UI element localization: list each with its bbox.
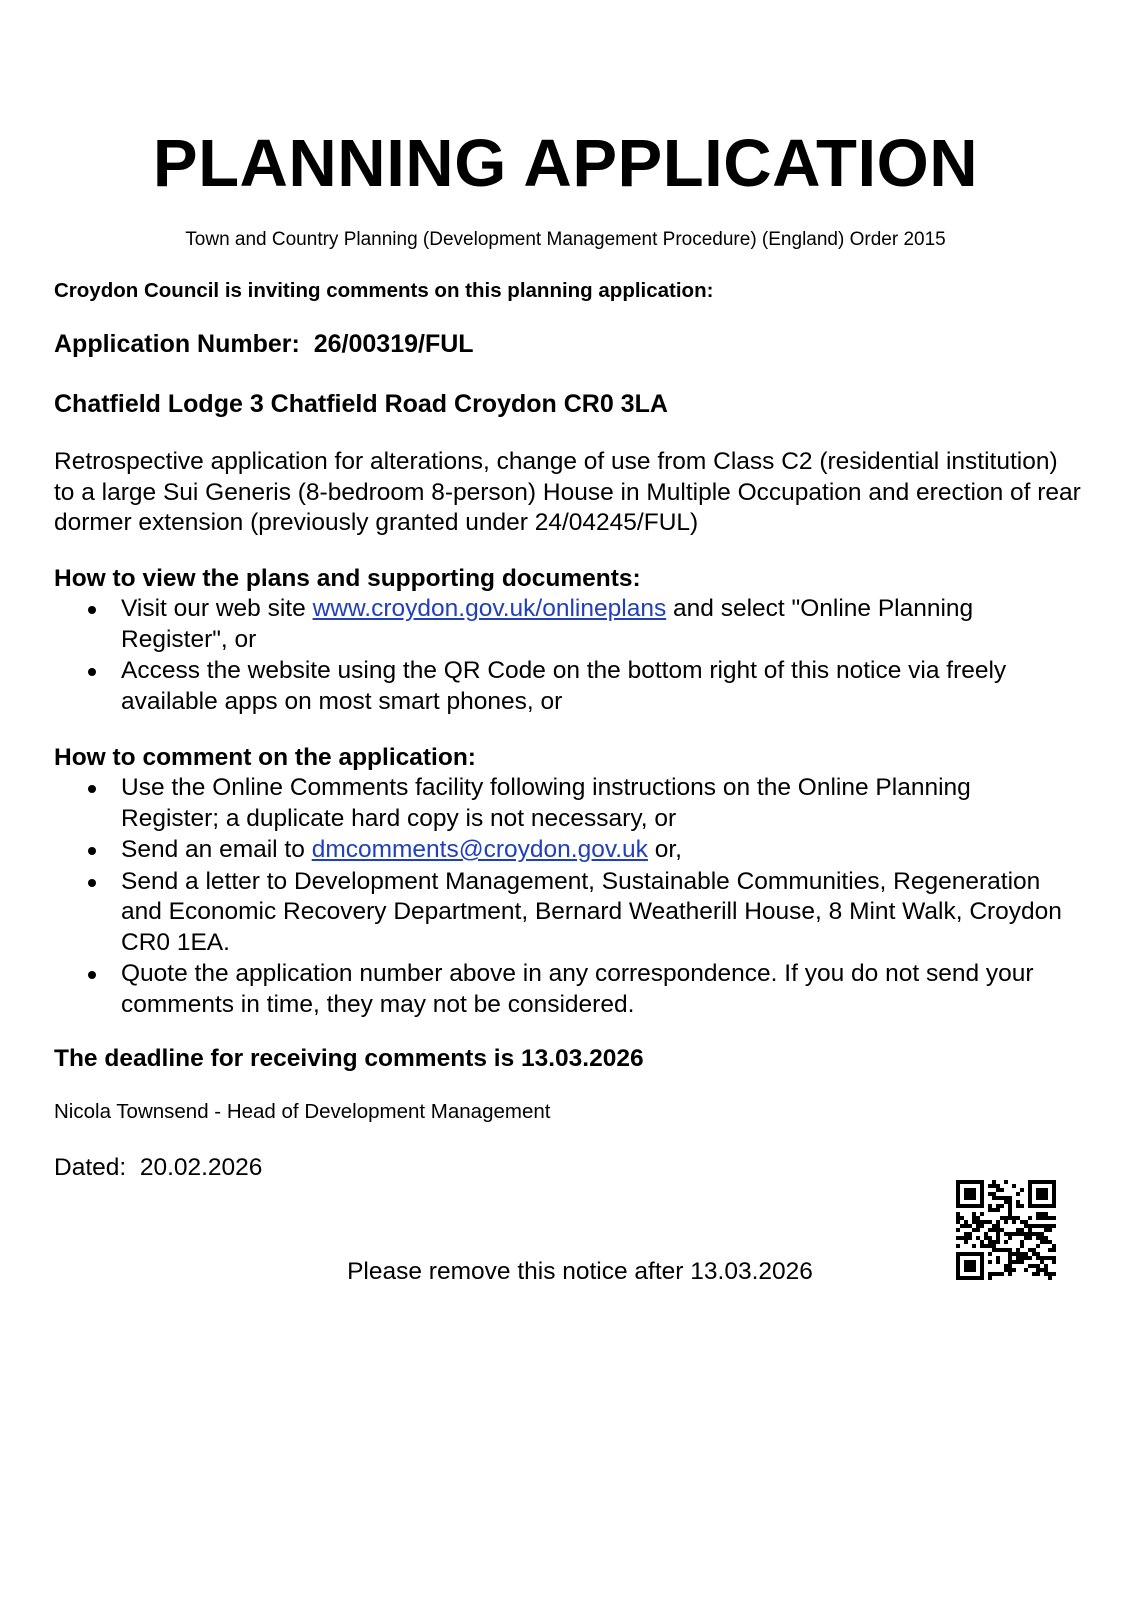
bullet-icon xyxy=(88,847,96,855)
list-item-text: and select "Online Planning Register", or xyxy=(121,595,974,653)
list-item xyxy=(54,594,1074,655)
bullet-icon xyxy=(88,971,96,979)
notice-title: PLANNING APPLICATION xyxy=(152,126,979,201)
bullet-icon xyxy=(88,668,96,676)
qr-code-icon[interactable] xyxy=(956,1180,1056,1280)
list-item-text: Send an email to xyxy=(121,836,312,863)
list-item-text: Quote the application number above in any correspondence. If you do not send your comments in time, they may not be considered. xyxy=(121,960,1034,1018)
comment-list xyxy=(54,773,1074,1021)
list-item-text: Visit our web site xyxy=(121,595,313,622)
list-item xyxy=(54,867,1074,959)
application-number-label: Application Number: xyxy=(54,330,300,358)
online-plans-link[interactable]: www.croydon.gov.uk/onlineplans xyxy=(312,595,667,622)
email-link[interactable]: dmcomments@croydon.gov.uk xyxy=(311,836,648,863)
list-item-text: Access the website using the QR Code on the bottom right of this notice via freely available apps on most smart phones, or xyxy=(121,657,1007,715)
view-plans-heading: How to view the plans and supporting documents: xyxy=(54,565,641,592)
list-item-text: Use the Online Comments facility following instructions on the Online Planning Register; a duplicate hard copy is not necessary, or xyxy=(121,774,971,832)
application-number-line xyxy=(54,328,1084,360)
dated-label: Dated: xyxy=(54,1154,127,1181)
list-item xyxy=(54,959,1074,1020)
invite-statement: Croydon Council is inviting comments on this planning application: xyxy=(54,279,714,302)
bullet-icon xyxy=(88,879,96,887)
signoff: Nicola Townsend - Head of Development Management xyxy=(54,1100,551,1123)
list-item xyxy=(54,656,1074,717)
comment-deadline: The deadline for receiving comments is 13.03.2026 xyxy=(54,1045,644,1072)
list-item xyxy=(54,835,1074,866)
application-description: Retrospective application for alterations, change of use from Class C2 (residential institution) to a large Sui Generis (8-bedroom 8-person) House in Multiple Occupation and erection of rear dormer extension (previously granted under 24/04245/FUL) xyxy=(54,448,1081,536)
bullet-icon xyxy=(88,606,96,614)
comment-heading: How to comment on the application: xyxy=(54,744,476,771)
dated-value: 20.02.2026 xyxy=(139,1154,263,1181)
list-item-text: Send a letter to Development Management, Sustainable Communities, Regeneration and Economic Recovery Department, Bernard Weatherill House, 8 Mint Walk, Croydon CR0 1EA. xyxy=(121,867,1062,956)
view-plans-list xyxy=(54,594,1074,718)
remove-notice: Please remove this notice after 13.03.2026 xyxy=(347,1258,813,1285)
dated-line xyxy=(54,1152,1084,1183)
site-address: Chatfield Lodge 3 Chatfield Road Croydon CR0 3LA xyxy=(54,390,668,418)
notice-subtitle: Town and Country Planning (Development Management Procedure) (England) Order 2015 xyxy=(185,229,946,250)
bullet-icon xyxy=(88,785,96,793)
list-item xyxy=(54,773,1074,834)
list-item-text: or, xyxy=(647,836,682,863)
application-number: 26/00319/FUL xyxy=(313,330,474,358)
